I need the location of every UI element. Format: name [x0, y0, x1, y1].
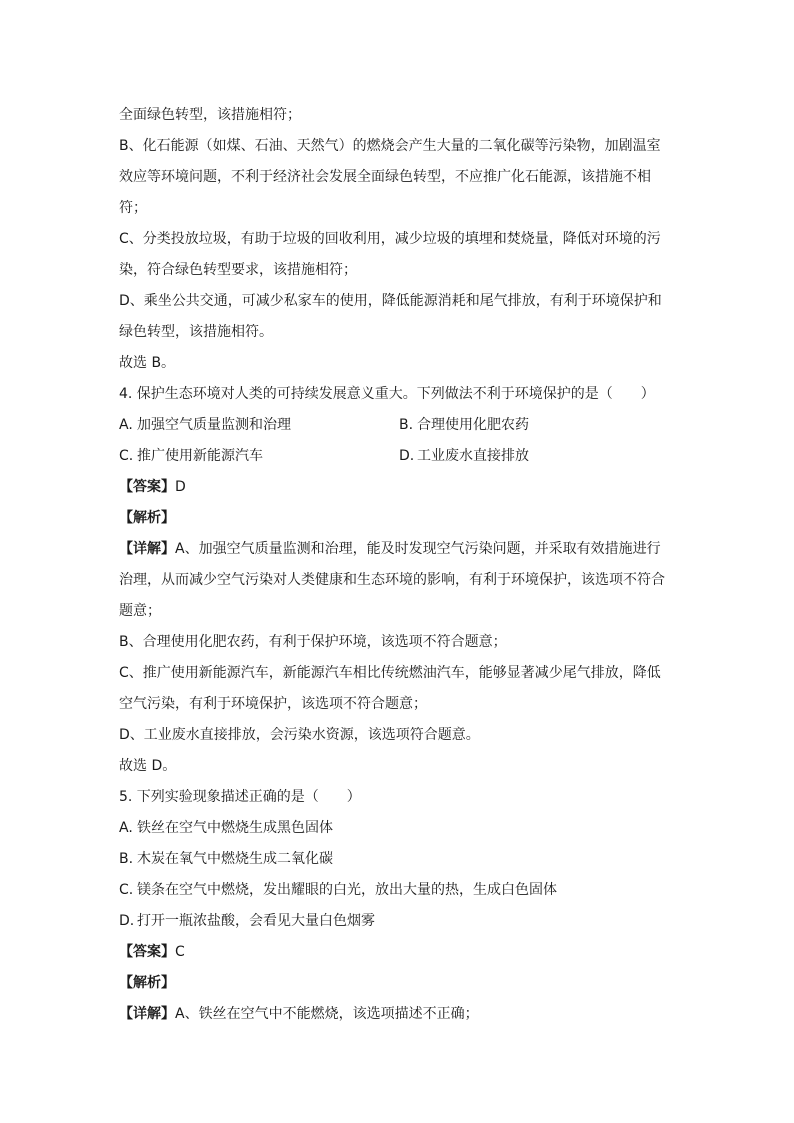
text-line: C、推广使用新能源汽车，新能源汽车相比传统燃油汽车，能够显著减少尾气排放，降低	[119, 665, 661, 681]
analysis-line	[119, 503, 679, 534]
option-text: 合理使用化肥农药	[417, 417, 529, 433]
option-letter: D.	[399, 448, 415, 464]
option-letter: C.	[119, 448, 134, 464]
text-line: 治理，从而减少空气污染对人类健康和生态环境的影响，有利于环境保护，该选项不符合	[119, 572, 665, 588]
question-5	[119, 782, 679, 1030]
answer-tag: 【答案】	[119, 479, 175, 495]
option-text: 推广使用新能源汽车	[137, 448, 263, 464]
prev-explanation	[119, 100, 679, 379]
option-c	[119, 441, 399, 472]
answer-line	[119, 937, 679, 968]
answer-value: D	[175, 479, 186, 495]
option-letter: A.	[119, 820, 133, 836]
option-text: 木炭在氧气中燃烧生成二氧化碳	[137, 851, 333, 867]
detail-line	[119, 999, 679, 1030]
question-4	[119, 379, 679, 782]
option-text: 铁丝在空气中燃烧生成黑色固体	[137, 820, 333, 836]
text-line: 绿色转型，该措施相符。	[119, 324, 273, 340]
answer-line	[119, 472, 679, 503]
conclusion-line: 故选 B。	[119, 355, 176, 371]
text-line: D、乘坐公共交通，可减少私家车的使用，降低能源消耗和尾气排放，有利于环境保护和	[119, 293, 662, 309]
text-line: 题意；	[119, 603, 161, 619]
option-letter: B.	[399, 417, 414, 433]
answer-tag: 【答案】	[119, 944, 175, 960]
option-letter: B.	[119, 851, 134, 867]
option-b	[119, 844, 679, 875]
option-d	[119, 906, 679, 937]
analysis-tag: 【解析】	[119, 975, 175, 991]
option-text: 镁条在空气中燃烧，发出耀眼的白光，放出大量的热，生成白色固体	[137, 882, 557, 898]
text-line: 效应等环境问题，不利于经济社会发展全面绿色转型，不应推广化石能源，该措施不相	[119, 169, 651, 185]
text-line: B、合理使用化肥农药，有利于保护环境，该选项不符合题意；	[119, 634, 507, 650]
option-letter: A.	[119, 417, 133, 433]
text-line: 空气污染，有利于环境保护，该选项不符合题意；	[119, 696, 427, 712]
option-letter: C.	[119, 882, 134, 898]
answer-value: C	[175, 944, 185, 960]
question-stem: 5. 下列实验现象描述正确的是（ ）	[119, 789, 361, 805]
detail-tag: 【详解】	[119, 1006, 175, 1022]
conclusion-line: 故选 D。	[119, 758, 177, 774]
text-line: B、化石能源（如煤、石油、天然气）的燃烧会产生大量的二氧化碳等污染物，加剧温室	[119, 138, 661, 154]
text-line: D、工业废水直接排放，会污染水资源，该选项符合题意。	[119, 727, 480, 743]
text-line: C、分类投放垃圾，有助于垃圾的回收利用，减少垃圾的填埋和焚烧量，降低对环境的污	[119, 231, 661, 247]
option-d	[399, 441, 679, 472]
detail-text: A、铁丝在空气中不能燃烧，该选项描述不正确；	[175, 1006, 479, 1022]
option-text: 工业废水直接排放	[417, 448, 529, 464]
detail-text: A、加强空气质量监测和治理，能及时发现空气污染问题，并采取有效措施进行	[175, 541, 661, 557]
document-page	[119, 100, 679, 1030]
detail-line	[119, 534, 679, 565]
analysis-line	[119, 968, 679, 999]
text-line: 符；	[119, 200, 147, 216]
text-line: 染，符合绿色转型要求，该措施相符；	[119, 262, 357, 278]
detail-tag: 【详解】	[119, 541, 175, 557]
text-line: 全面绿色转型，该措施相符；	[119, 107, 301, 123]
options-row	[119, 410, 679, 441]
option-text: 加强空气质量监测和治理	[137, 417, 291, 433]
option-c	[119, 875, 679, 906]
option-a	[119, 813, 679, 844]
option-letter: D.	[119, 913, 135, 929]
analysis-tag: 【解析】	[119, 510, 175, 526]
option-b	[399, 410, 679, 441]
question-stem: 4. 保护生态环境对人类的可持续发展意义重大。下列做法不利于环境保护的是（ ）	[119, 386, 655, 402]
option-a	[119, 410, 399, 441]
option-text: 打开一瓶浓盐酸，会看见大量白色烟雾	[137, 913, 375, 929]
options-row	[119, 441, 679, 472]
